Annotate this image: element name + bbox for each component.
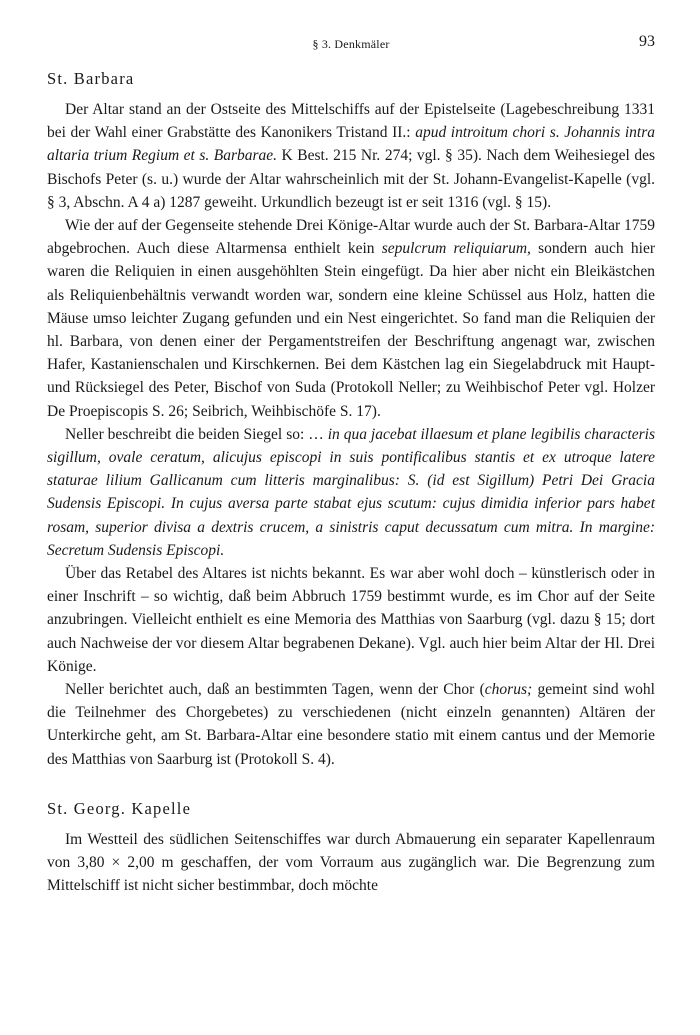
text-run: Wie der auf der Gegenseite stehende Drei Könige-Altar wurde auch der St. Barbara-Altar 1759 abgebrochen. Auch diese Altarmensa enthielt kein <box>47 217 655 258</box>
latin-quotation: in qua jacebat illaesum et plane legibilis characteris sigillum, ovale ceratum, alicujus episcopi in suis pontificalibus stantis et ex utroque latere staturae lilium Gallicanum cum litteris marginalibus: S. (id est Sigillum) Petri Dei Gracia Sudensis Episcopi. In cujus aversa parte stabat ejus scutum: cujus dimidia inferior pars habet rosam, superior divisa a dextris crucem, a sinistris caput decussatum cum mitra. In margine: Secretum Sudensis Episcopi. <box>47 425 655 559</box>
latin-quotation: sepulcrum reliquiarum, <box>381 240 531 258</box>
text-run: Im Westteil des südlichen Seitenschiffes war durch Abmauerung ein separater Kapellenraum von 3,80 × 2,00 m geschaffen, der vom Vorraum aus zugänglich war. Die Begrenzung zum Mittelschiff ist nicht sicher bestimmbar, doch möchte <box>47 830 655 895</box>
section-heading-st-barbara: St. Barbara <box>47 69 135 88</box>
paragraph <box>47 98 655 214</box>
text-run: gemeint sind wohl die Teilnehmer des Chorgebetes) zu verschiedenen (nicht einzeln genannten) Altären der Unterkirche geht, am St. Barbara-Altar eine besondere statio mit einem cantus und der Memorie des Matthias von Saarburg ist (Protokoll S. 4). <box>47 681 655 768</box>
section-body-st-barbara <box>47 98 655 771</box>
text-run: Über das Retabel des Altares ist nichts bekannt. Es war aber wohl doch – künstlerisch oder in einer Inschrift – so wichtig, daß beim Abbruch 1759 bestimmt wurde, es im Chor auf der Seite anzubringen. Vielleicht enthielt es eine Memoria des Matthias von Saarburg (vgl. dazu § 15; dort auch Nachweise der vor diesem Altar begrabenen Dekane). Vgl. auch hier beim Altar der Hl. Drei Könige. <box>47 565 655 675</box>
latin-quotation: chorus; <box>484 681 533 699</box>
text-run: Neller beschreibt die beiden Siegel so: … <box>65 425 328 443</box>
section-heading-st-georg-kapelle: St. Georg. Kapelle <box>47 798 192 818</box>
book-page <box>47 0 655 898</box>
paragraph <box>47 423 655 562</box>
running-header-section-title: § 3. Denkmäler <box>312 37 390 51</box>
text-run: Neller berichtet auch, daß an bestimmten Tagen, wenn der Chor ( <box>65 681 485 699</box>
latin-quotation: apud introitum chori s. Johannis intra altaria trium Regium et s. Barbarae. <box>47 124 655 165</box>
paragraph <box>47 214 655 423</box>
paragraph <box>47 678 655 771</box>
text-run: sondern auch hier waren die Reliquien in einen ausgehöhlten Stein eingefügt. Da hier aber nicht ein Bleikästchen als Reliquienbehältnis verwandt worden war, sondern eine kleine Schüssel aus Holz, hatten die Mäuse umso leichter Zugang gefunden und ein Nest eingerichtet. So fand man die Reliquien der hl. Barbara, von denen einer der Pergamentstreifen der Beschriftung angenagt war, zwischen Hafer, Kastanienschalen und Kirschkernen. Bei dem Kästchen lag ein Siegelabdruck mit Haupt- und Rücksiegel des Peter, Bischof von Suda (Protokoll Neller; zu Weihbischof Peter vgl. Holzer De Proepiscopis S. 26; Seibrich, Weihbischöfe S. 17). <box>47 240 655 420</box>
text-run: K Best. 215 Nr. 274; vgl. § 35). Nach dem Weihesiegel des Bischofs Peter (s. u.) wurde der Altar wahrscheinlich mit der St. Johann-Evangelist-Kapelle (vgl. § 3, Abschn. A 4 a) 1287 geweiht. Urkundlich bezeugt ist er seit 1316 (vgl. § 15). <box>47 147 655 211</box>
text-run: Der Altar stand an der Ostseite des Mittelschiffs auf der Epistelseite (Lagebeschreibung 1331 bei der Wahl einer Grabstätte des Kanonikers Tristand II.: <box>47 101 655 142</box>
page-number: 93 <box>639 33 655 50</box>
paragraph <box>47 828 655 898</box>
paragraph <box>47 562 655 678</box>
section-body-st-georg-kapelle <box>47 828 655 898</box>
running-header <box>47 0 655 60</box>
